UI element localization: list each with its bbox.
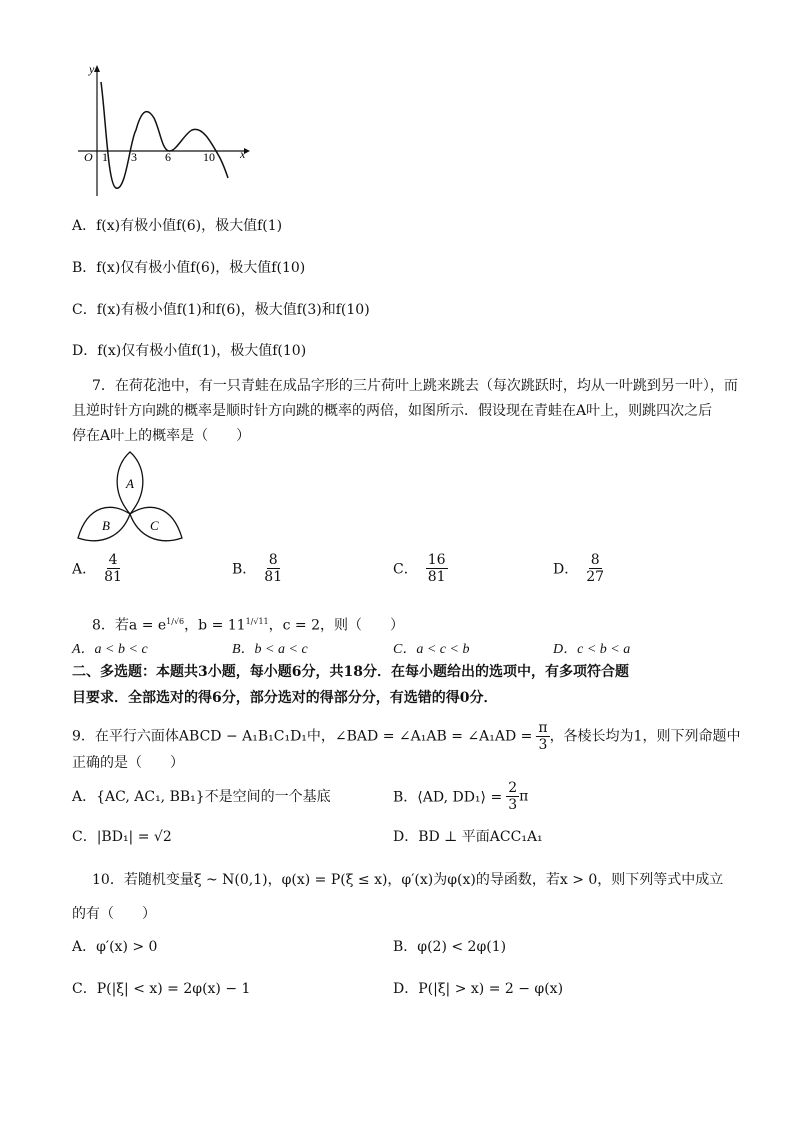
q8-exp-b: 1/√11: [245, 617, 269, 626]
section2-heading-line2: 目要求．全部选对的得6分，部分选对的得部分分，有选错的得0分．: [72, 690, 498, 706]
q7-option-d: [553, 552, 604, 585]
q10-option-b: B．φ(2) < 2φ(1): [393, 939, 507, 955]
q7-option-a-den: 81: [104, 569, 122, 585]
q10-stem-line1: 10．若随机变量ξ ~ N(0,1)，φ(x) = P(ξ ≤ x)，φ′(x)为φ(x)的导函数，若x > 0，则下列等式中成立: [92, 872, 724, 888]
q7-option-a-num: 4: [108, 552, 118, 568]
q9-option-b: [393, 780, 528, 813]
q7-option-b-den: 81: [264, 569, 283, 585]
tick-label-3: 3: [131, 150, 137, 164]
leaf-b-label: B: [102, 518, 110, 533]
q7-stem-line3: 停在A叶上的概率是（ ）: [72, 428, 251, 444]
leaf-a-label: A: [126, 476, 134, 491]
q9-stem-text: 9．在平行六面体ABCD − A₁B₁C₁D₁中，∠BAD = ∠A₁AB = ∠A₁AD =: [72, 728, 533, 745]
y-label: y: [89, 62, 95, 76]
q8-stem-c: ，c = 2，则（ ）: [268, 617, 405, 634]
q8-option-a: A．a < b < c: [72, 642, 148, 657]
function-curve: [101, 82, 228, 188]
q7-option-a-label: A．: [72, 561, 97, 578]
q6-option-d: D．f(x)仅有极小值f(1)，极大值f(10): [72, 343, 307, 359]
q9-option-a-text: A．{AC, AC₁, BB₁}不是空间的一个基底: [72, 789, 331, 805]
q9-option-a: [72, 786, 331, 806]
tick-label-1: 1: [102, 150, 108, 164]
q9-option-d: D．BD ⊥ 平面ACC₁A₁: [393, 829, 543, 845]
q10-option-c: C．P(|ξ| < x) = 2φ(x) − 1: [72, 981, 251, 997]
q7-stem-line1: 7．在荷花池中，有一只青蛙在成品字形的三片荷叶上跳来跳去（每次跳跃时，均从一叶跳到另一叶），而: [92, 378, 738, 394]
q6-option-c: C．f(x)有极小值f(1)和f(6)，极大值f(3)和f(10): [72, 302, 370, 318]
q7-option-d-label: D．: [553, 561, 579, 578]
q7-option-c-label: C．: [393, 561, 418, 578]
q7-option-d-num: 8: [590, 552, 600, 568]
function-graph: [74, 60, 254, 200]
q6-option-b: B．f(x)仅有极小值f(6)，极大值f(10): [72, 260, 306, 276]
q7-option-c-den: 81: [427, 569, 446, 585]
q9-option-b-post: π: [519, 788, 529, 805]
q9-stem-line2: 正确的是（ ）: [72, 755, 184, 771]
section2-heading-line1: 二、多选题：本题共3小题，每小题6分，共18分．在每小题给出的选项中，有多项符合题: [72, 664, 629, 680]
q7-option-a: [72, 552, 122, 585]
tick-label-6: 6: [165, 150, 171, 164]
q7-option-c: [393, 552, 448, 585]
q10-option-a: A．φ′(x) > 0: [72, 939, 158, 955]
q8-stem: [92, 612, 404, 636]
tick-label-10: 10: [203, 150, 215, 164]
q6-option-a: A．f(x)有极小值f(6)，极大值f(1): [72, 218, 283, 234]
q7-option-c-num: 16: [427, 552, 446, 568]
origin-label: O: [84, 150, 93, 164]
lotus-leaves-diagram: [74, 450, 194, 545]
q9-frac-num: π: [538, 720, 548, 736]
q8-exp-a: 1/√6: [166, 617, 185, 626]
y-axis-arrow: [94, 65, 100, 72]
q7-option-d-den: 27: [586, 569, 605, 585]
q8-option-d: D．c < b < a: [553, 642, 631, 657]
leaf-c-label: C: [150, 518, 159, 533]
q10-option-d: D．P(|ξ| > x) = 2 − φ(x): [393, 981, 564, 997]
q7-option-b: [232, 552, 282, 585]
x-label: x: [240, 147, 246, 161]
q9-option-b-num: 2: [508, 780, 518, 796]
q7-stem-line2: 且逆时针方向跳的概率是顺时针方向跳的概率的两倍，如图所示．假设现在青蛙在A叶上，则跳四次之后: [72, 403, 713, 419]
q8-stem-a: 8．若a = e: [92, 617, 167, 634]
q9-option-c: C．|BD₁| = √2: [72, 829, 172, 845]
q10-stem-line2: 的有（ ）: [72, 906, 156, 922]
q9-stem-line1: [72, 720, 740, 753]
q7-option-b-num: 8: [268, 552, 278, 568]
q8-option-c: C．a < c < b: [393, 642, 470, 657]
q9-stem-tail: ，各棱长均为1，则下列命题中: [549, 728, 741, 745]
q9-frac-den: 3: [538, 737, 548, 753]
q8-option-b: B．b < a < c: [232, 642, 308, 657]
q9-option-b-pre: B．⟨AD, DD₁⟩ =: [393, 789, 503, 806]
q8-stem-b: ，b = 11: [184, 617, 246, 634]
q7-option-b-label: B．: [232, 561, 257, 578]
q9-option-b-den: 3: [508, 797, 518, 813]
